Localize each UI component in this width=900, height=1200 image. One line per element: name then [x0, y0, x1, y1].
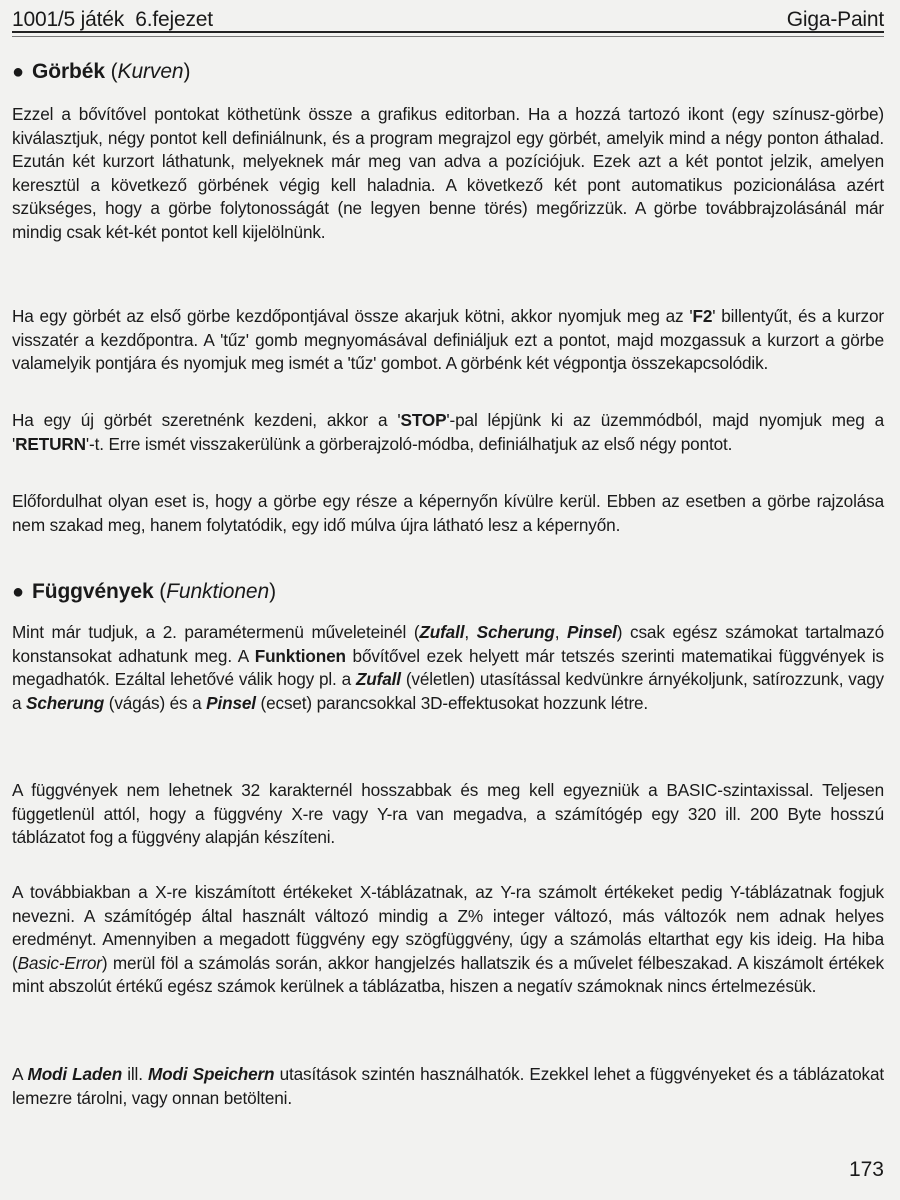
- chapter-label: 1001/5 játék 6.fejezet: [12, 8, 213, 31]
- heading-title: Görbék: [31, 60, 105, 83]
- paragraph: Előfordulhat olyan eset is, hogy a görbe egy része a képernyőn kívülre kerül. Ebben az esetben a görbe rajzolása nem szakad meg, hanem folytatódik, egy idő múlva újra látható lesz a képernyőn.: [12, 491, 884, 535]
- section-heading-gorbek: [12, 60, 190, 84]
- paragraph: Ha egy görbét az első görbe kezdőpontjával össze akarjuk kötni, akkor nyomjuk meg az 'F2' billentyűt, és a kurzor visszatér a kezdőpontra. A 'tűz' gomb megnyomásával definiáljuk ezt a pontot, majd mozgassuk a kurzort a görbe valamelyik pontjára és nyomjuk meg ismét a 'tűz' gombot. A görbénk két végpontja összekapcsolódik.: [12, 306, 884, 374]
- page-number: 173: [848, 1158, 884, 1181]
- paren: ): [269, 580, 276, 603]
- section-heading-fuggvenyek: [12, 580, 276, 604]
- header-rule: [12, 31, 884, 37]
- paragraph: A függvények nem lehetnek 32 karakternél hosszabbak és meg kell egyezniük a BASIC-szintaxissal. Teljesen függetlenül attól, hogy a függvény X-re vagy Y-ra van megadva, a számítógép egy 320 ill. 200 Byte hosszú táblázatot fog a függvény alapján készíteni.: [12, 780, 884, 848]
- heading-title: Függvények: [31, 580, 154, 603]
- paren: (: [104, 60, 118, 83]
- book-page: [12, 0, 884, 1200]
- paragraph: Ha egy új görbét szeretnénk kezdeni, akkor a 'STOP'-pal lépjünk ki az üzemmódból, majd nyomjuk meg a 'RETURN'-t. Erre ismét visszakerülünk a görberajzoló-módba, definiálhatjuk az első négy pontot.: [12, 410, 884, 454]
- paragraph: A Modi Laden ill. Modi Speichern utasítások szintén használhatók. Ezekkel lehet a függvényeket és a táblázatokat lemezre tárolni, vagy onnan betölteni.: [12, 1064, 884, 1108]
- running-header: [12, 6, 884, 32]
- heading-subtitle: Kurven: [117, 60, 184, 83]
- paragraph: Ezzel a bővítővel pontokat köthetünk össze a grafikus editorban. Ha a hozzá tartozó ikont (egy színusz-görbe) kiválasztjuk, négy pontot kell definiálnunk, és a program megrajzol egy görbét, amelyik mind a négy ponton áthalad. Ezután két kurzort láthatunk, melyeknek már meg van adva a pozíciójuk. Ezek azt a két pontot jelzik, amelyen keresztül a következő görbének végig kell haladnia. A következő két pont automatikus pozicionálása azért szükséges, hogy a görbe folytonosságát (ne legyen benne törés) megőrizzük. A görbe továbbrajzolásánál már mindig csak két-két pontot kell kijelölnünk.: [12, 104, 884, 242]
- key-return: RETURN: [15, 433, 86, 454]
- key-f2: F2: [692, 306, 713, 327]
- bullet-icon: ●: [12, 61, 24, 83]
- paragraph: A továbbiakban a X-re kiszámított értékeket X-táblázatnak, az Y-ra számolt értékeket pedig Y-táblázatnak fogjuk nevezni. A számítógép által használt változó mindig a Z% integer változó, más változók nem adnak helyes eredményt. Amennyiben a megadott függvény egy szögfüggvény, úgy a számolás eltarthat egy kis ideig. Ha hiba (Basic-Error) merül föl a számolás során, akkor hangjelzés hallatszik és a művelet félbeszakad. A kiszámolt értékek mint abszolút értékű egész számok kerülnek a táblázatba, hiszen a negatív számoknak nincs értelmezésük.: [12, 882, 884, 997]
- paragraph: Mint már tudjuk, a 2. paramétermenü műveleteinél (Zufall, Scherung, Pinsel) csak egész számokat tartalmazó konstansokat adhatunk meg. A Funktionen bővítővel ezek helyett már tetszés szerinti matematikai függvények is megadhatók. Ezáltal lehetővé válik hogy pl. a Zufall (véletlen) utasítással kedvünkre árnyékoljunk, satírozzunk, vagy a Scherung (vágás) és a Pinsel (ecset) parancsokkal 3D-effektusokat hozzunk létre.: [12, 622, 884, 713]
- heading-subtitle: Funktionen: [166, 580, 270, 603]
- bullet-icon: ●: [12, 581, 24, 603]
- key-stop: STOP: [400, 410, 447, 431]
- book-title: Giga-Paint: [786, 8, 884, 31]
- paren: ): [183, 60, 191, 83]
- paren: (: [153, 580, 167, 603]
